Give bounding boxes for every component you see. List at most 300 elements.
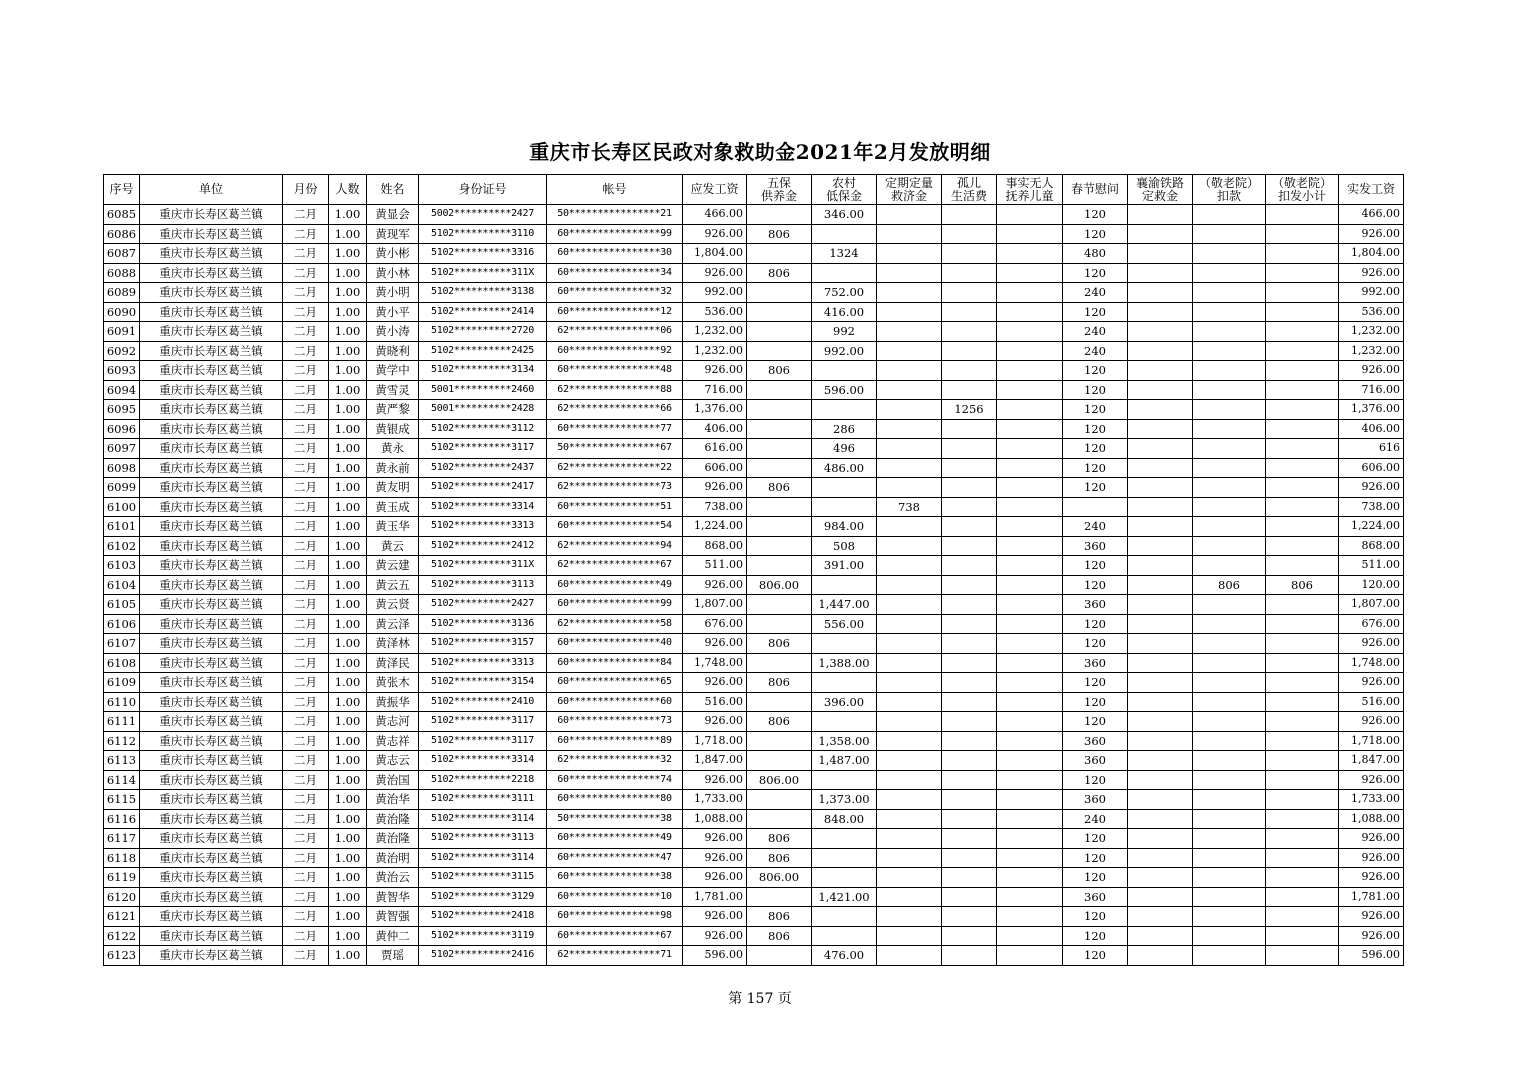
table-cell: 1,232.00 [1339,322,1404,342]
table-cell [747,205,812,225]
table-cell [877,731,942,751]
table-cell [942,419,997,439]
table-cell: 重庆市长寿区葛兰镇 [140,614,283,634]
table-cell: 62****************71 [547,946,683,966]
table-cell: 1,807.00 [683,595,747,615]
table-cell: 重庆市长寿区葛兰镇 [140,439,283,459]
table-cell: 676.00 [683,614,747,634]
table-cell: 二月 [283,517,329,537]
table-cell: 二月 [283,419,329,439]
table-cell: 重庆市长寿区葛兰镇 [140,653,283,673]
table-cell: 1,224.00 [683,517,747,537]
table-cell: 二月 [283,926,329,946]
table-cell: 二月 [283,770,329,790]
table-cell: 重庆市长寿区葛兰镇 [140,712,283,732]
table-cell [1266,283,1339,303]
table-row [104,848,1404,868]
table-cell [1266,712,1339,732]
table-cell: 606.00 [1339,458,1404,478]
table-cell: 二月 [283,400,329,420]
table-cell [747,692,812,712]
table-row [104,634,1404,654]
table-cell: 120 [1063,556,1128,576]
table-cell [1128,556,1193,576]
table-cell: 62****************88 [547,380,683,400]
table-cell: 重庆市长寿区葛兰镇 [140,517,283,537]
table-cell: 391.00 [812,556,877,576]
table-cell [997,868,1063,888]
table-cell: 二月 [283,829,329,849]
table-cell: 1.00 [329,653,367,673]
table-cell [877,302,942,322]
table-cell: 926.00 [1339,478,1404,498]
table-cell: 1.00 [329,751,367,771]
table-cell [1193,341,1266,361]
table-cell [942,263,997,283]
table-cell [1128,419,1193,439]
table-cell [1193,848,1266,868]
table-cell: 1324 [812,244,877,264]
table-cell [942,439,997,459]
table-cell [747,731,812,751]
table-cell: 5102**********311X [419,556,547,576]
table-cell [942,497,997,517]
table-cell: 806.00 [747,770,812,790]
table-cell [1128,263,1193,283]
table-cell: 1,232.00 [1339,341,1404,361]
table-cell: 1,447.00 [812,595,877,615]
table-cell: 重庆市长寿区葛兰镇 [140,731,283,751]
table-cell [997,419,1063,439]
table-cell [812,829,877,849]
table-cell: 二月 [283,361,329,381]
table-cell: 黄小彬 [367,244,419,264]
table-cell [1128,712,1193,732]
table-cell: 二月 [283,946,329,966]
table-cell: 926.00 [683,361,747,381]
table-cell [1266,829,1339,849]
table-cell: 5102**********3316 [419,244,547,264]
table-cell: 6116 [104,809,140,829]
table-cell [812,361,877,381]
table-cell: 黄小平 [367,302,419,322]
table-cell: 1.00 [329,419,367,439]
table-cell: 二月 [283,692,329,712]
table-cell: 二月 [283,673,329,693]
table-row [104,322,1404,342]
table-cell [997,458,1063,478]
table-cell [1128,692,1193,712]
header-row [104,175,1404,205]
table-row [104,205,1404,225]
table-cell: 1,232.00 [683,322,747,342]
table-cell [942,380,997,400]
table-cell [747,244,812,264]
table-cell [1193,244,1266,264]
table-cell [997,946,1063,966]
table-cell: 360 [1063,536,1128,556]
table-cell: 1,748.00 [683,653,747,673]
table-cell: 926.00 [683,712,747,732]
table-cell [747,595,812,615]
table-cell: 5102**********3157 [419,634,547,654]
table-cell [1266,478,1339,498]
table-cell: 806 [747,263,812,283]
table-cell: 6108 [104,653,140,673]
table-cell: 1,088.00 [683,809,747,829]
table-cell: 6119 [104,868,140,888]
table-cell: 黄张木 [367,673,419,693]
table-cell [747,790,812,810]
table-cell: 黄仲二 [367,926,419,946]
table-cell: 240 [1063,341,1128,361]
table-cell [1193,731,1266,751]
table-cell: 120 [1063,614,1128,634]
table-cell: 黄现军 [367,224,419,244]
table-cell: 5102**********3154 [419,673,547,693]
table-cell: 重庆市长寿区葛兰镇 [140,458,283,478]
table-cell [1128,283,1193,303]
table-row [104,556,1404,576]
table-cell: 286 [812,419,877,439]
table-cell: 重庆市长寿区葛兰镇 [140,790,283,810]
table-cell: 992 [812,322,877,342]
table-cell [942,673,997,693]
table-cell [1266,809,1339,829]
column-header: 孤儿 生活费 [942,175,997,205]
table-cell: 贾瑶 [367,946,419,966]
table-cell: 黄小明 [367,283,419,303]
table-cell: 6100 [104,497,140,517]
table-cell [1128,478,1193,498]
table-cell [1193,614,1266,634]
table-cell: 1.00 [329,614,367,634]
table-cell: 60****************49 [547,829,683,849]
table-cell: 6111 [104,712,140,732]
table-cell: 二月 [283,439,329,459]
table-cell: 5102**********3114 [419,848,547,868]
table-cell: 60****************89 [547,731,683,751]
table-cell: 60****************99 [547,595,683,615]
table-cell [1128,400,1193,420]
table-row [104,517,1404,537]
table-cell [1128,322,1193,342]
table-cell: 1,376.00 [1339,400,1404,420]
table-cell: 6104 [104,575,140,595]
table-cell [747,419,812,439]
table-cell [1128,439,1193,459]
table-cell [942,712,997,732]
table-cell: 重庆市长寿区葛兰镇 [140,400,283,420]
table-cell [747,283,812,303]
table-cell: 重庆市长寿区葛兰镇 [140,224,283,244]
table-cell: 120 [1063,926,1128,946]
table-cell: 240 [1063,809,1128,829]
table-cell: 868.00 [1339,536,1404,556]
table-cell: 738.00 [1339,497,1404,517]
table-row [104,439,1404,459]
table-cell [1128,829,1193,849]
table-cell [1266,653,1339,673]
table-cell: 二月 [283,283,329,303]
table-cell: 806 [747,361,812,381]
table-cell: 806 [747,634,812,654]
table-cell: 黄银成 [367,419,419,439]
table-cell: 616.00 [683,439,747,459]
table-cell [997,244,1063,264]
column-header: 农村 低保金 [812,175,877,205]
table-cell [942,829,997,849]
table-cell: 6096 [104,419,140,439]
table-cell: 60****************99 [547,224,683,244]
table-cell: 黄友明 [367,478,419,498]
table-cell [1128,380,1193,400]
table-cell: 5102**********3117 [419,439,547,459]
table-cell: 926.00 [683,634,747,654]
table-cell [1063,497,1128,517]
table-cell [877,887,942,907]
table-cell: 120 [1063,439,1128,459]
table-cell [997,751,1063,771]
table-cell: 重庆市长寿区葛兰镇 [140,634,283,654]
table-cell [997,575,1063,595]
table-cell: 716.00 [1339,380,1404,400]
table-cell: 806 [747,926,812,946]
table-cell: 二月 [283,868,329,888]
table-cell: 926.00 [683,673,747,693]
table-row [104,302,1404,322]
table-cell: 806 [1193,575,1266,595]
table-cell [812,400,877,420]
table-cell [747,887,812,907]
table-cell: 1.00 [329,556,367,576]
table-cell: 重庆市长寿区葛兰镇 [140,205,283,225]
table-cell: 926.00 [1339,770,1404,790]
table-cell [1193,497,1266,517]
table-cell: 1.00 [329,907,367,927]
table-cell [1128,809,1193,829]
table-cell: 6123 [104,946,140,966]
table-cell [747,751,812,771]
table-cell [877,341,942,361]
table-cell: 1.00 [329,868,367,888]
table-cell [1266,341,1339,361]
table-cell: 60****************60 [547,692,683,712]
table-cell: 120 [1063,205,1128,225]
column-header: 事实无人 抚养儿童 [997,175,1063,205]
table-cell: 5102**********3129 [419,887,547,907]
table-cell [942,536,997,556]
column-header: 帐号 [547,175,683,205]
table-cell: 1.00 [329,458,367,478]
table-cell: 二月 [283,731,329,751]
table-cell [997,322,1063,342]
table-cell: 806.00 [747,868,812,888]
table-cell: 62****************32 [547,751,683,771]
table-cell [877,634,942,654]
table-cell: 二月 [283,790,329,810]
table-cell: 1,807.00 [1339,595,1404,615]
table-cell: 6093 [104,361,140,381]
table-row [104,224,1404,244]
table-cell [1193,907,1266,927]
table-cell: 黄志云 [367,751,419,771]
table-cell: 6094 [104,380,140,400]
table-cell [997,263,1063,283]
table-cell: 1.00 [329,809,367,829]
table-cell [1193,790,1266,810]
table-row [104,595,1404,615]
table-cell: 二月 [283,634,329,654]
table-cell: 5102**********3113 [419,575,547,595]
table-cell [1266,419,1339,439]
table-cell: 5102**********311X [419,263,547,283]
table-cell: 黄治国 [367,770,419,790]
table-cell: 黄云建 [367,556,419,576]
table-cell: 二月 [283,556,329,576]
column-header: 月份 [283,175,329,205]
table-cell: 926.00 [1339,361,1404,381]
table-cell: 6105 [104,595,140,615]
table-cell: 596.00 [1339,946,1404,966]
table-cell: 806 [747,907,812,927]
table-cell: 二月 [283,458,329,478]
table-cell [877,478,942,498]
table-cell: 1.00 [329,283,367,303]
table-cell [877,380,942,400]
table-cell: 5002**********2427 [419,205,547,225]
table-body [104,205,1404,966]
table-cell [877,224,942,244]
page-number: 第 157 页 [728,991,792,1007]
table-cell: 240 [1063,517,1128,537]
table-cell [1193,361,1266,381]
table-cell: 6109 [104,673,140,693]
table-cell [997,283,1063,303]
table-cell: 1.00 [329,887,367,907]
table-cell [877,848,942,868]
table-cell [1193,439,1266,459]
table-cell: 926.00 [683,868,747,888]
table-cell [1128,497,1193,517]
table-cell [942,478,997,498]
table-cell [877,790,942,810]
table-cell: 984.00 [812,517,877,537]
table-cell: 120 [1063,575,1128,595]
table-cell: 1.00 [329,341,367,361]
table-cell: 596.00 [812,380,877,400]
table-cell [1266,400,1339,420]
table-cell: 黄治华 [367,790,419,810]
table-cell: 重庆市长寿区葛兰镇 [140,946,283,966]
table-cell: 120 [1063,634,1128,654]
table-cell: 60****************73 [547,712,683,732]
table-cell [812,848,877,868]
table-cell: 5102**********2418 [419,907,547,927]
table-cell: 496 [812,439,877,459]
table-row [104,829,1404,849]
table-row [104,692,1404,712]
table-cell [1266,634,1339,654]
table-cell: 120 [1063,673,1128,693]
table-cell: 120 [1063,458,1128,478]
table-row [104,263,1404,283]
table-cell: 60****************80 [547,790,683,810]
table-cell: 1,718.00 [683,731,747,751]
table-cell: 1,358.00 [812,731,877,751]
table-row [104,770,1404,790]
table-cell: 5102**********3117 [419,731,547,751]
table-cell: 806 [747,673,812,693]
table-cell [942,575,997,595]
table-cell [942,770,997,790]
table-cell: 6117 [104,829,140,849]
table-cell [997,907,1063,927]
table-cell: 1,421.00 [812,887,877,907]
table-cell: 5102**********3110 [419,224,547,244]
table-row [104,380,1404,400]
table-cell [877,829,942,849]
table-cell [747,322,812,342]
table-cell [812,634,877,654]
table-cell: 992.00 [683,283,747,303]
table-cell [877,614,942,634]
table-cell: 6107 [104,634,140,654]
table-cell: 二月 [283,848,329,868]
table-row [104,790,1404,810]
table-cell: 5102**********3313 [419,653,547,673]
table-cell [877,400,942,420]
table-cell: 120 [1063,400,1128,420]
table-cell: 二月 [283,497,329,517]
table-cell: 1.00 [329,400,367,420]
table-cell: 926.00 [1339,907,1404,927]
table-cell: 1.00 [329,517,367,537]
table-cell [997,887,1063,907]
table-cell: 60****************51 [547,497,683,517]
table-cell: 1.00 [329,731,367,751]
table-cell [1193,478,1266,498]
table-cell [747,536,812,556]
table-cell [1128,907,1193,927]
table-cell: 6110 [104,692,140,712]
table-cell [1266,595,1339,615]
table-cell [1266,790,1339,810]
table-cell: 60****************65 [547,673,683,693]
table-cell: 重庆市长寿区葛兰镇 [140,848,283,868]
table-cell [942,848,997,868]
table-cell [942,556,997,576]
table-cell [812,478,877,498]
table-cell: 5001**********2460 [419,380,547,400]
table-cell: 1.00 [329,634,367,654]
table-cell: 466.00 [683,205,747,225]
table-cell [747,614,812,634]
table-cell: 60****************10 [547,887,683,907]
table-cell [877,517,942,537]
table-cell: 6090 [104,302,140,322]
table-cell: 黄雪灵 [367,380,419,400]
table-cell [1193,302,1266,322]
table-cell: 926.00 [683,770,747,790]
table-cell: 1.00 [329,673,367,693]
table-cell [877,205,942,225]
table-cell: 1,232.00 [683,341,747,361]
table-cell: 黄云五 [367,575,419,595]
table-cell [1128,361,1193,381]
table-cell [1128,634,1193,654]
column-header: 序号 [104,175,140,205]
